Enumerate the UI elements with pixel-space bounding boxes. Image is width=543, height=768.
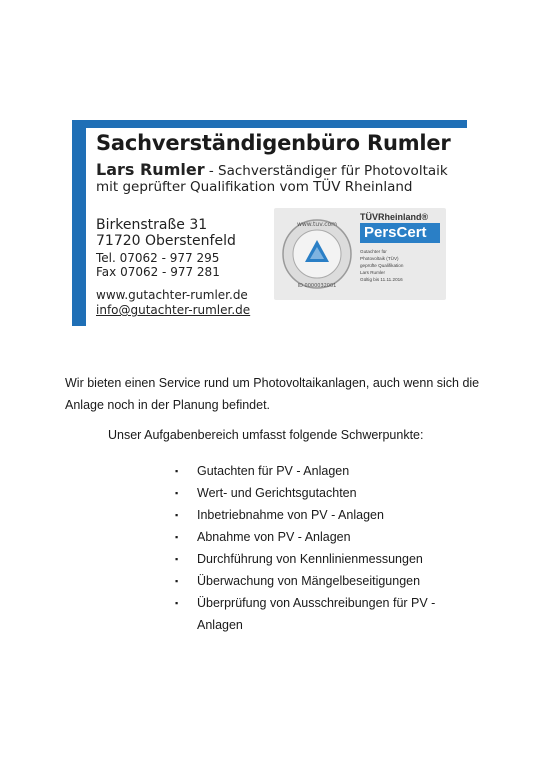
seal-ring-text: www.tuv.com bbox=[296, 221, 338, 228]
business-card bbox=[72, 120, 467, 326]
street-address: Birkenstraße 31 bbox=[96, 217, 208, 233]
intro-paragraph: Wir bieten einen Service rund um Photovoltaikanlagen, auch wenn sich die Anlage noch in der Planung befindet. bbox=[65, 376, 480, 412]
list-item: ▪ Durchführung von Kennlinienmessungen bbox=[175, 548, 475, 570]
list-item: ▪ Überprüfung von Ausschreibungen für PV - Anlagen bbox=[175, 592, 475, 636]
email-link[interactable]: info@gutachter-rumler.de bbox=[96, 303, 251, 317]
seal-line: Photovoltaik (TÜV) bbox=[360, 256, 399, 261]
list-item: ▪ Wert- und Gerichtsgutachten bbox=[175, 482, 475, 504]
service-list bbox=[175, 460, 475, 636]
city-address: 71720 Oberstenfeld bbox=[96, 233, 236, 249]
expert-name: Lars Rumler bbox=[96, 160, 205, 179]
seal-line: geprüfte Qualifikation bbox=[360, 263, 404, 268]
seal-brand: TÜVRheinland® bbox=[360, 212, 429, 222]
tuv-seal-icon bbox=[274, 208, 360, 300]
phone-number: Tel. 07062 - 977 295 bbox=[96, 251, 220, 265]
fax-number: Fax 07062 - 977 281 bbox=[96, 265, 220, 279]
expert-role: - Sachverständiger für Photovoltaik bbox=[204, 163, 448, 179]
qualification-line: mit geprüfter Qualifikation vom TÜV Rheinland bbox=[96, 179, 413, 195]
list-item: ▪ Gutachten für PV - Anlagen bbox=[175, 460, 475, 482]
seal-product: PersCert bbox=[360, 223, 440, 243]
list-item: ▪ Inbetriebnahme von PV - Anlagen bbox=[175, 504, 475, 526]
tuv-certificate-seal bbox=[274, 208, 446, 300]
seal-line: Gutachter für bbox=[360, 249, 387, 254]
website-link[interactable]: www.gutachter-rumler.de bbox=[96, 288, 248, 302]
company-name: Sachverständigenbüro Rumler bbox=[96, 131, 451, 155]
seal-line: Lars Rumler bbox=[360, 270, 386, 275]
expert-line bbox=[96, 160, 448, 179]
list-item: ▪ Überwachung von Mängelbeseitigungen bbox=[175, 570, 475, 592]
seal-line: Gültig bis 11.11.2016 bbox=[360, 277, 403, 282]
list-item: ▪ Abnahme von PV - Anlagen bbox=[175, 526, 475, 548]
seal-id-text: ID 0000032001 bbox=[297, 283, 337, 289]
section-subheading: Unser Aufgabenbereich umfasst folgende Schwerpunkte: bbox=[108, 428, 424, 442]
